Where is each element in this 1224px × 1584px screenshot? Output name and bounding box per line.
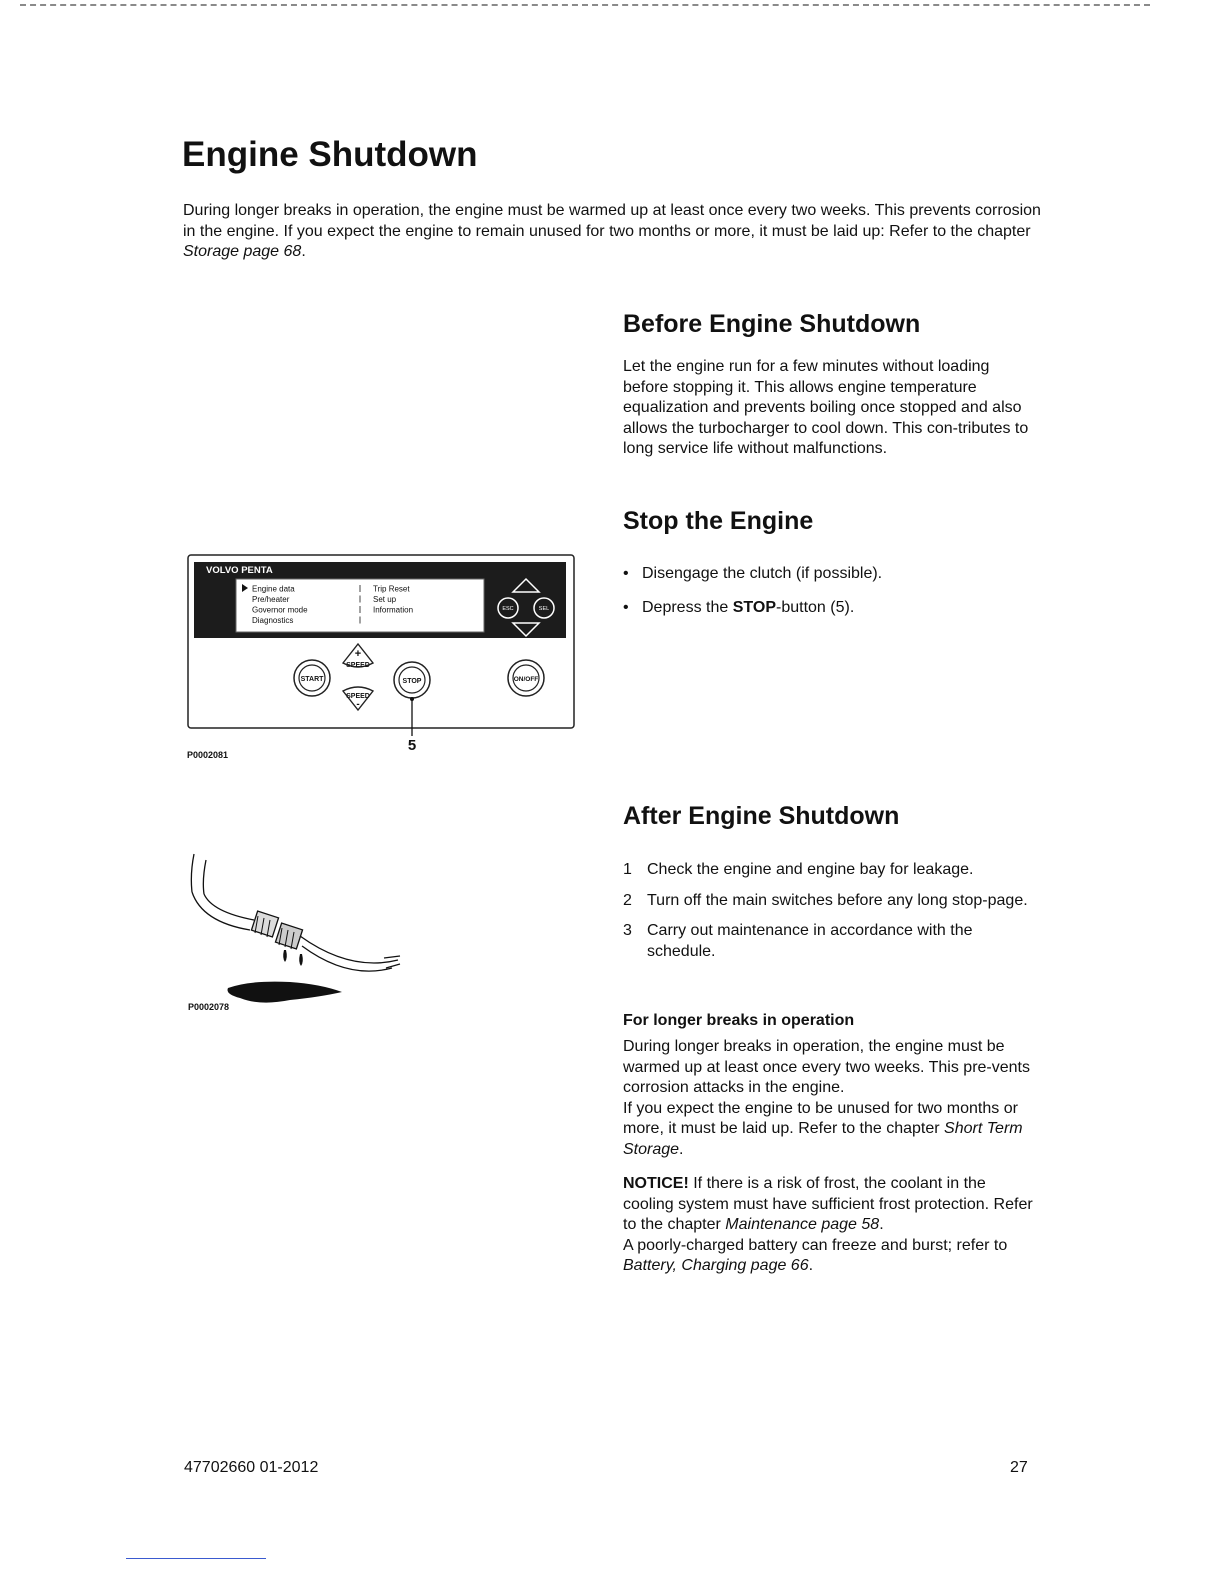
list-item: • Disengage the clutch (if possible). xyxy=(623,565,883,582)
svg-text:SEL: SEL xyxy=(538,606,550,612)
battery-charging-reference: Battery, Charging page 66 xyxy=(623,1257,809,1274)
svg-text:ESC: ESC xyxy=(502,606,514,612)
stop-engine-list xyxy=(623,564,1033,632)
menu-item-engine-data: Engine data xyxy=(252,584,295,594)
on-off-button-icon xyxy=(508,660,544,696)
storage-reference: Storage page 68 xyxy=(183,243,302,260)
list-item: • Depress the STOP-button (5). xyxy=(623,599,855,616)
menu-item-governor-mode: Governor mode xyxy=(252,605,308,615)
panel-figure-code: P0002081 xyxy=(187,750,229,760)
svg-text:ON/OFF: ON/OFF xyxy=(513,676,539,683)
bottom-rule xyxy=(126,1558,266,1559)
menu-item-information: Information xyxy=(373,605,414,615)
page-title: Engine Shutdown xyxy=(182,135,478,174)
short-term-storage-reference: Short Term Storage xyxy=(623,1120,1023,1158)
before-shutdown-heading: Before Engine Shutdown xyxy=(623,310,921,338)
after-shutdown-heading: After Engine Shutdown xyxy=(623,802,900,830)
leak-figure-code: P0002078 xyxy=(188,1002,230,1012)
hose-leak-figure xyxy=(180,850,410,1010)
svg-text:+: + xyxy=(354,648,362,660)
callout-number: 5 xyxy=(407,737,417,754)
menu-item-preheater: Pre/heater xyxy=(252,595,290,604)
notice-label: NOTICE! xyxy=(623,1175,689,1192)
maintenance-reference: Maintenance page 58 xyxy=(725,1216,880,1233)
svg-text:STOP: STOP xyxy=(402,678,422,685)
start-button-icon xyxy=(294,660,330,696)
list-item: 2 Turn off the main switches before any long stop-page. xyxy=(623,891,1028,909)
brand-logo-text: VOLVO PENTA xyxy=(206,565,273,576)
svg-text:START: START xyxy=(300,676,324,683)
menu-item-diagnostics: Diagnostics xyxy=(252,616,294,625)
list-item: 3 Carry out maintenance in accordance with the schedule. xyxy=(623,922,973,960)
document-number: 47702660 01-2012 xyxy=(184,1459,319,1476)
list-item: 1 Check the engine and engine bay for leakage. xyxy=(623,861,974,878)
page-number: 27 xyxy=(1010,1459,1028,1476)
svg-text:SPEED: SPEED xyxy=(346,662,370,669)
stop-engine-heading: Stop the Engine xyxy=(623,507,814,535)
before-shutdown-text: Let the engine run for a few minutes without loading before stopping it. This allows engine temperature equalization and prevents boiling once stopped and also allows the turbocharger to cool down. This con-tributes to long service life without malfunctions. xyxy=(623,358,1029,457)
hose-fitting-icon xyxy=(251,911,302,949)
svg-text:-: - xyxy=(356,699,360,710)
menu-item-trip-reset: Trip Reset xyxy=(373,584,410,594)
top-border-rule xyxy=(20,4,1150,6)
longer-breaks-subheading: For longer breaks in operation xyxy=(623,1012,855,1029)
drip-icon xyxy=(299,954,303,966)
longer-breaks-text: During longer breaks in operation, the engine must be warmed up at least once every two weeks. This pre-vents corrosion attacks in the engine. If you expect the engine to be unused for two months or more, it must be laid up. Refer to the chapter Short Term Storage. xyxy=(623,1038,1030,1158)
menu-item-set-up: Set up xyxy=(373,595,397,604)
drip-icon xyxy=(283,950,287,962)
control-panel-figure xyxy=(186,553,578,755)
oil-puddle-icon xyxy=(228,982,343,1003)
stop-button-icon xyxy=(394,662,430,698)
after-shutdown-steps xyxy=(623,860,1033,972)
svg-text:SPEED: SPEED xyxy=(346,693,370,700)
notice-block: NOTICE! If there is a risk of frost, the coolant in the cooling system must have sufficient frost protection. Refer to the chapter Maintenance page 58. A poorly-charged battery can freeze and burst; refer to Battery, Charging page 66. xyxy=(623,1175,1033,1274)
intro-paragraph: During longer breaks in operation, the engine must be warmed up at least once every two weeks. This prevents corrosion in the engine. If you expect the engine to remain unused for two months or more, it must be laid up: Refer to the chapter Storage page 68. xyxy=(183,202,1041,260)
